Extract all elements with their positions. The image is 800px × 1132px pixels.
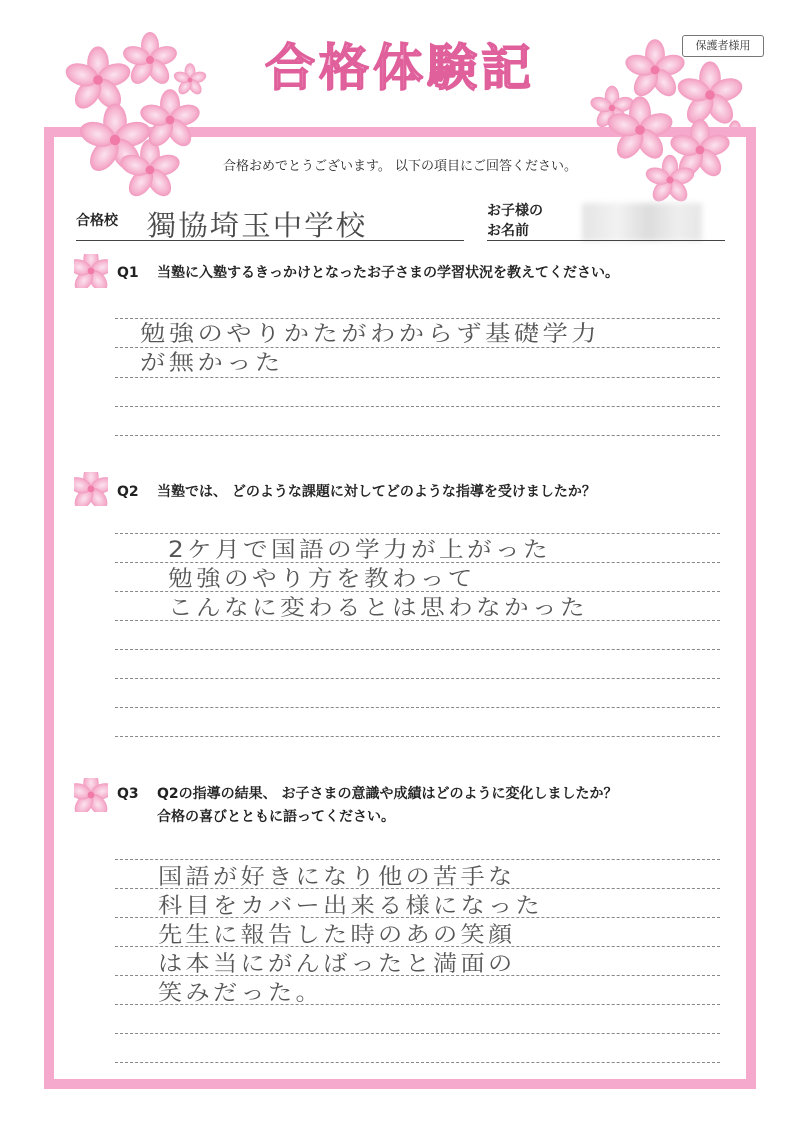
question-text: 当塾では、 どのような課題に対してどのような指導を受けましたか？	[157, 484, 596, 500]
question-1	[117, 262, 619, 284]
school-underline	[76, 240, 464, 241]
flower-icon	[74, 254, 108, 288]
school-value: 獨協埼玉中学校	[146, 209, 368, 242]
answer-1-line-2: が無かった	[140, 351, 284, 376]
answer-3-line-3: 先生に報告した時のあの笑顔	[158, 923, 516, 948]
flower-icon	[74, 778, 108, 812]
question-text: Q2の指導の結果、 お子さまの意識や成績はどのように変化しましたか？	[157, 786, 618, 802]
question-2	[117, 481, 596, 503]
page-title: 合格体験記	[265, 38, 535, 97]
flower-icon	[74, 472, 108, 506]
name-redaction	[582, 203, 702, 241]
audience-tag: 保護者様用	[682, 35, 764, 57]
intro-text: 合格おめでとうございます。 以下の項目にご回答ください。	[222, 159, 578, 174]
question-number: Q2	[117, 484, 139, 500]
answer-3-line-5: 笑みだった。	[158, 981, 324, 1006]
question-3-line-2: 合格の喜びとともに語ってください。	[157, 809, 395, 825]
child-name-label-line1: お子様の	[487, 203, 543, 219]
answer-3-line-2: 科目をカバー出来る様になった	[158, 894, 544, 919]
name-underline	[487, 240, 725, 241]
answer-2-line-1: 2ケ月で国語の学力が上がった	[168, 538, 552, 563]
question-text: 当塾に入塾するきっかけとなったお子さまの学習状況を教えてください。	[157, 265, 619, 281]
answer-1-line-1: 勉強のやりかたがわからず基礎学力	[140, 322, 601, 347]
question-number: Q3	[117, 786, 139, 802]
question-3	[117, 783, 618, 805]
answer-3-line-4: は本当にがんばったと満面の	[158, 952, 516, 977]
child-name-label-line2: お名前	[487, 223, 529, 239]
answer-3-line-1: 国語が好きになり他の苦手な	[158, 865, 516, 890]
school-label: 合格校	[76, 213, 118, 229]
question-number: Q1	[117, 265, 139, 281]
answer-2-line-3: こんなに変わるとは思わなかった	[168, 596, 589, 621]
answer-2-line-2: 勉強のやり方を教わって	[168, 567, 476, 592]
